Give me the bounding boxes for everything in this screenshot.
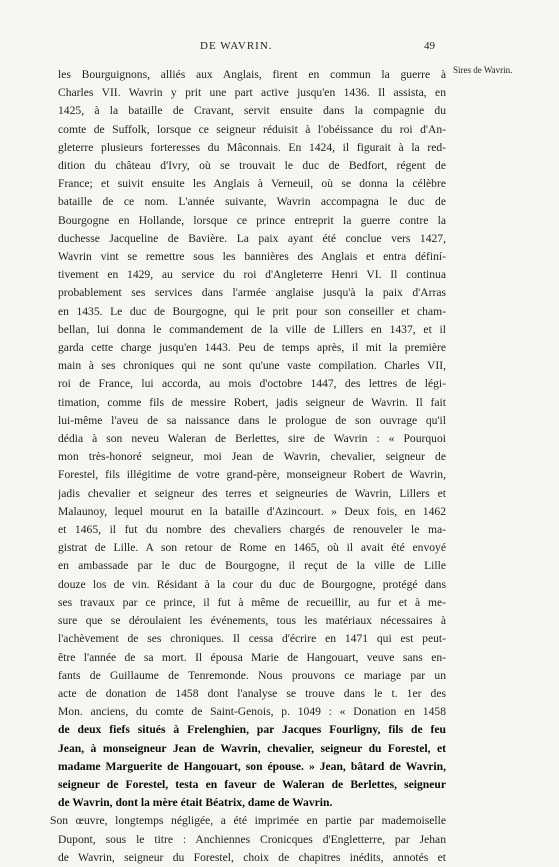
text-line-43: Dupont, sous le titre : Anchiennes Cronicques d'Engletterre, par Jehan [58, 832, 446, 846]
text-line-9: Bourgogne en Hollande, lorsque ce prince entreprit la guerre contre la [58, 213, 446, 227]
text-line-7: France; et suivit ensuite les Anglais à Verneuil, où se donna la célèbre [58, 177, 446, 191]
text-line-38: Jean, à monseigneur Jean de Wavrin, chevalier, seigneur du Forestel, et [58, 741, 446, 755]
text-line-5: gleterre plusieurs forteresses du Mâconnais. En 1424, il figurait à la red- [58, 140, 446, 154]
text-line-13: probablement ses services dans l'armée anglaise jusqu'à la paix d'Arras [58, 286, 446, 300]
text-line-31: sure que se déroulaient les événements, tous les matériaux nécessaires à [58, 614, 446, 628]
text-line-11: Wavrin vint se remettre sous les bannières des Anglais et entra définí- [58, 250, 446, 264]
text-line-21: dédia à son neveu Waleran de Berlettes, sire de Wavrin : « Pourquoi [58, 432, 446, 446]
text-line-6: dition du château d'Ivry, où se trouvait le duc de Bedfort, régent de [58, 159, 446, 173]
text-line-35: acte de donation de 1458 dont l'analyse se trouve dans le t. 1er des [58, 686, 446, 700]
text-line-33: être l'année de sa mort. Il épousa Marie de Hangouart, veuve sans en- [58, 650, 446, 664]
text-line-8: bataille de ce nom. L'année suivante, Wavrin accompagna le duc de [58, 195, 446, 209]
text-line-10: duchesse Jacqueline de Bavière. La paix ayant été conclue vers 1427, [58, 231, 446, 245]
text-line-16: garda cette charge jusqu'en 1443. Peu de temps après, il mit la première [58, 341, 446, 355]
body-text [50, 66, 446, 867]
text-line-12: tivement en 1429, au service du roi d'Angleterre Henri VI. Il continua [58, 268, 446, 282]
text-line-18: roi de France, lui accorda, au mois d'octobre 1447, des lettres de légi- [58, 377, 446, 391]
text-line-24: jadis chevalier et seigneur des terres et seigneuries de Wavrin, Lillers et [58, 486, 446, 500]
text-line-17: main à ses chroniques qui ne sont qu'une vaste compilation. Charles VII, [58, 359, 446, 373]
text-line-29: douze los de vin. Résidant à la cour du duc de Bourgogne, protégé dans [58, 577, 446, 591]
text-line-22: mon très-honoré seigneur, moi Jean de Wavrin, chevalier, seigneur de [58, 450, 446, 464]
text-line-25: Malaunoy, lequel mourut en la bataille d'Azincourt. » Deux fois, en 1462 [58, 504, 446, 518]
text-line-27: gistrat de Lille. A son retour de Rome en 1465, où il avait été envoyé [58, 541, 446, 555]
text-line-41: de Wavrin, dont la mère était Béatrix, dame de Wavrin. [58, 796, 333, 810]
text-line-2: Charles VII. Wavrin y prit une part active jusqu'en 1436. Il assista, en [58, 86, 446, 100]
text-line-28: en ambassade par le duc de Bourgogne, il reçut de la ville de Lille [58, 559, 446, 573]
text-line-20: lui-même l'aveu de sa naissance dans le prologue de son ouvrage qu'il [58, 413, 446, 427]
text-line-37: de deux fiefs situés à Frelenghien, par Jacques Fourligny, fils de feu [58, 723, 446, 737]
text-line-39: madame Marguerite de Hangouart, son épouse. » Jean, bâtard de Wavrin, [58, 759, 446, 773]
text-line-15: bellan, lui donna le commandement de la ville de Lillers en 1437, et il [58, 322, 446, 336]
text-line-40: seigneur de Forestel, testa en faveur de Waleran de Berlettes, seigneur [58, 777, 446, 791]
text-line-19: timation, comme fils de messire Robert, jadis seigneur de Wavrin. Il fait [58, 395, 446, 409]
text-line-1: les Bourguignons, alliés aux Anglais, firent en commun la guerre à [58, 68, 446, 81]
text-line-3: 1425, à la bataille de Cravant, servit ensuite dans la compagnie du [58, 104, 446, 118]
page-number: 49 [424, 40, 435, 52]
text-line-14: en 1435. Le duc de Bourgogne, qui le prit pour son conseiller et cham- [58, 304, 446, 318]
text-line-23: Forestel, fils illégitime de votre grand-père, monseigneur Robert de Wavrin, [58, 468, 446, 482]
text-line-30: ses travaux par ce prince, il fut à même de recueillir, au fur et à me- [58, 595, 446, 609]
text-line-34: fants de Guillaume de Tenremonde. Nous prouvons ce mariage par un [58, 668, 446, 682]
running-head: DE WAVRIN. [200, 40, 273, 52]
text-line-36: Mon. anciens, du comte de Saint-Genois, p. 1049 : « Donation en 1458 [58, 705, 446, 719]
text-line-44: de Wavrin, seigneur du Forestel, choix de chapitres inédits, annotés et [58, 850, 446, 864]
text-line-4: comte de Suffolk, lorsque ce seigneur réduisit à l'obéissance du roi d'An- [58, 122, 446, 136]
text-line-32: l'achèvement de ses chroniques. Il cessa d'écrire en 1471 qui est peut- [58, 632, 446, 646]
text-line-42: Son œuvre, longtemps négligée, a été imprimée en partie par mademoiselle [50, 814, 446, 828]
margin-note: Sires de Wavrin. [453, 65, 513, 75]
text-line-26: et 1465, il fut du nombre des chevaliers chargés de renouveler le ma- [58, 523, 446, 537]
